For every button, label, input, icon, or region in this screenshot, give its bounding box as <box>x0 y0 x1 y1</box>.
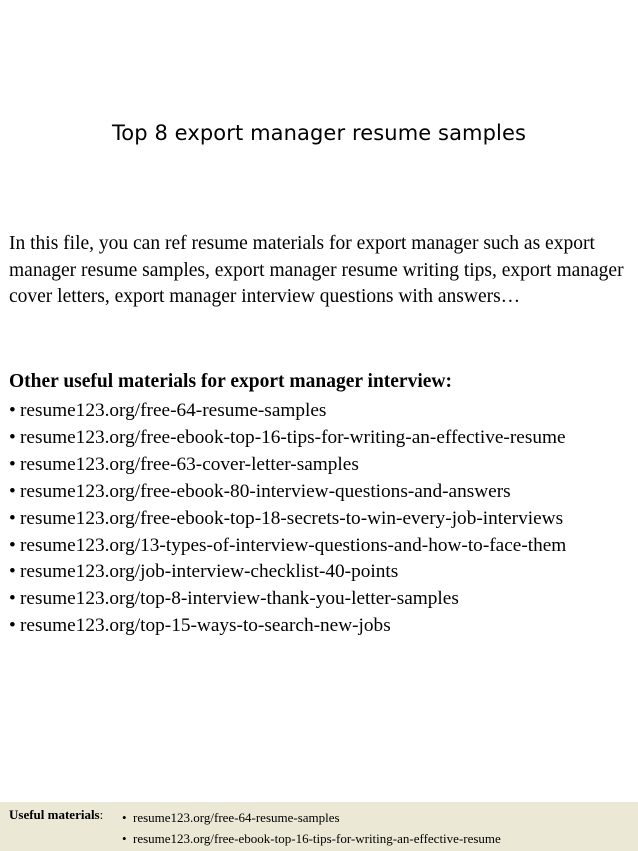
page-title: Top 8 export manager resume samples <box>111 121 527 145</box>
material-link[interactable]: resume123.org/13-types-of-interview-questions-and-how-to-face-them <box>20 534 567 556</box>
material-link[interactable]: resume123.org/job-interview-checklist-40-points <box>20 561 399 583</box>
bullet-icon: • <box>9 426 16 448</box>
bullet-icon: • <box>9 534 16 556</box>
bullet-icon: • <box>9 507 16 529</box>
list-item <box>9 425 637 452</box>
other-materials-heading: Other useful materials for export manager interview: <box>9 371 452 392</box>
bullet-icon: • <box>122 810 127 825</box>
footer-list-item <box>122 807 501 828</box>
intro-paragraph: In this file, you can ref resume materials for export manager such as export manager resume samples, export manager resume writing tips, export manager cover letters, export manager interview questions with answers… <box>9 233 624 307</box>
material-link[interactable]: resume123.org/top-15-ways-to-search-new-jobs <box>20 615 391 637</box>
list-item <box>9 533 637 560</box>
footer-label-separator: : <box>99 807 104 822</box>
bullet-icon: • <box>9 480 16 502</box>
list-item <box>9 479 637 506</box>
list-item <box>9 452 637 479</box>
list-item <box>9 586 637 613</box>
material-link[interactable]: resume123.org/top-8-interview-thank-you-letter-samples <box>20 588 459 610</box>
material-link[interactable]: resume123.org/free-ebook-80-interview-questions-and-answers <box>20 480 511 502</box>
bullet-icon: • <box>9 400 16 421</box>
material-link[interactable]: resume123.org/free-63-cover-letter-samples <box>20 453 359 475</box>
bullet-icon: • <box>9 561 16 583</box>
list-item <box>9 559 637 586</box>
list-item <box>9 506 637 533</box>
bullet-icon: • <box>9 615 16 637</box>
material-link[interactable]: resume123.org/free-ebook-top-18-secrets-to-win-every-job-interviews <box>20 507 564 529</box>
bullet-icon: • <box>122 831 127 846</box>
footer-link[interactable]: resume123.org/free-64-resume-samples <box>133 810 340 825</box>
list-item <box>9 613 637 640</box>
footer-label: Useful materials <box>9 807 100 822</box>
bullet-icon: • <box>9 453 16 475</box>
footer-links <box>122 807 501 849</box>
material-link[interactable]: resume123.org/free-64-resume-samples <box>20 400 327 421</box>
footer-label-wrap <box>9 807 103 823</box>
material-link[interactable]: resume123.org/free-ebook-top-16-tips-for-writing-an-effective-resume <box>20 426 566 448</box>
bullet-icon: • <box>9 588 16 610</box>
footer-list-item <box>122 828 501 849</box>
materials-list <box>9 398 637 640</box>
list-item <box>9 398 637 425</box>
footer-bar <box>0 802 638 851</box>
footer-link[interactable]: resume123.org/free-ebook-top-16-tips-for-writing-an-effective-resume <box>133 831 501 846</box>
